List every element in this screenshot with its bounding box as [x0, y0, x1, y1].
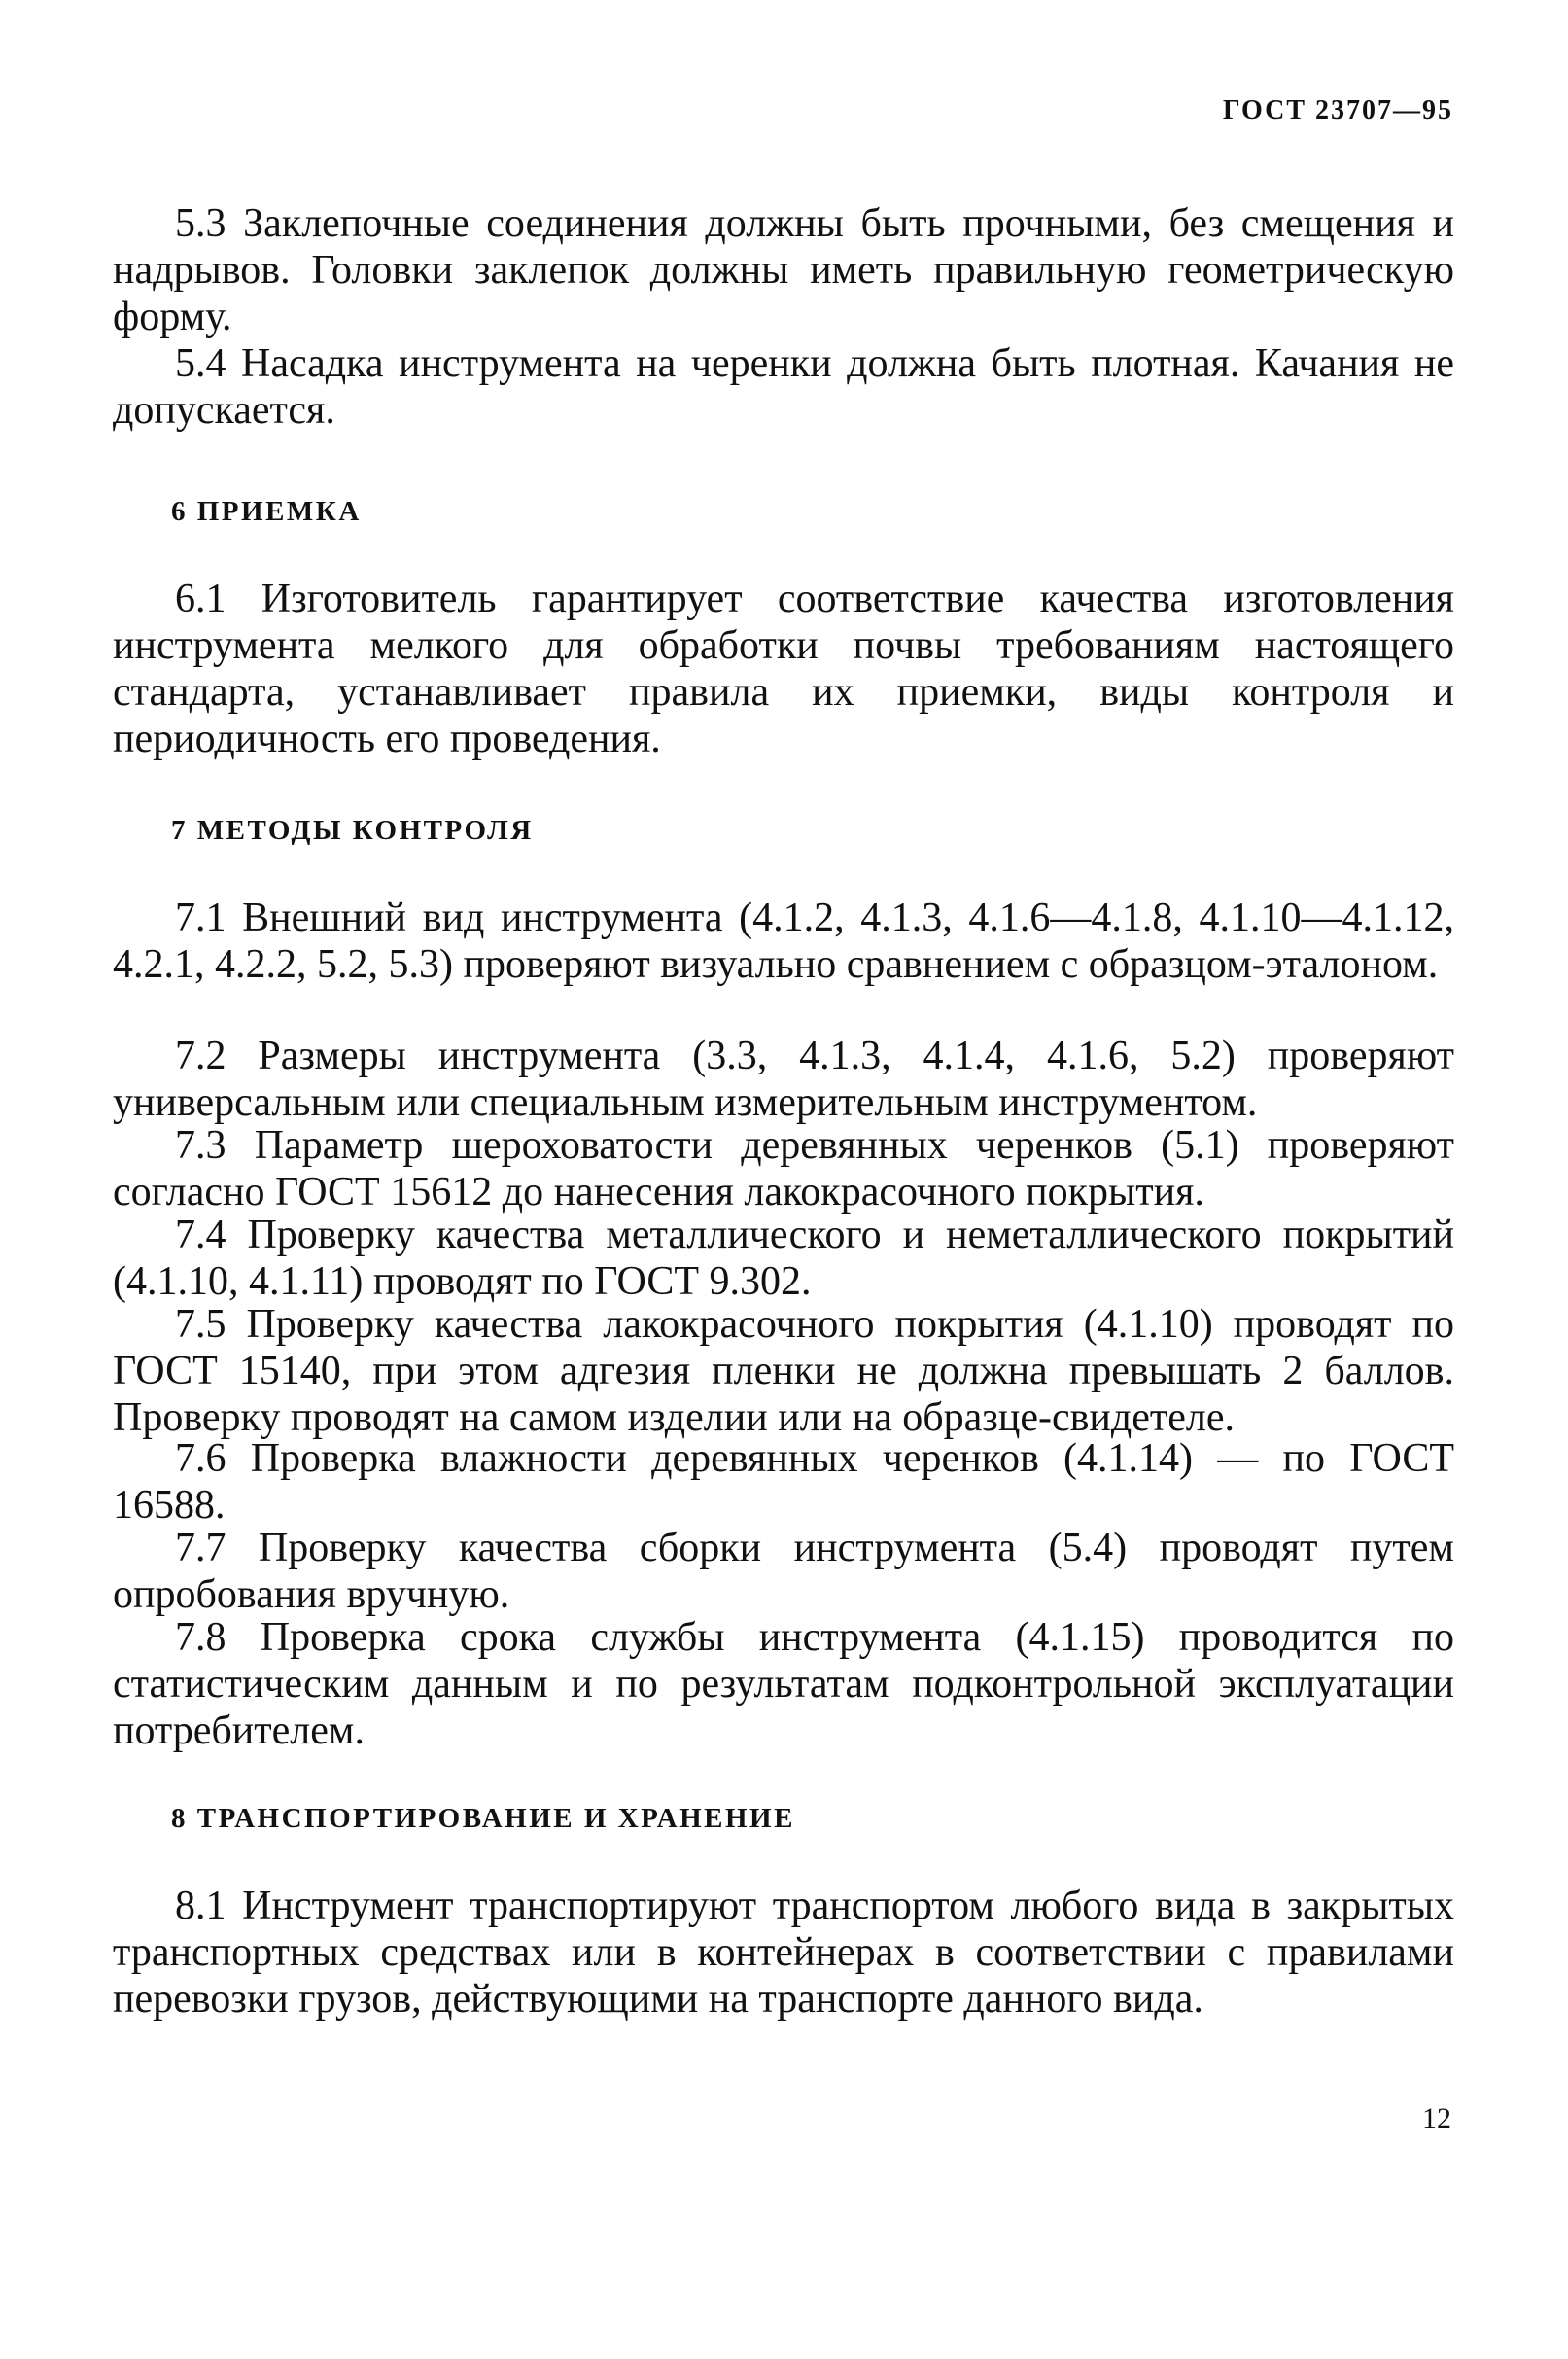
paragraph-6-1: 6.1 Изготовитель гарантирует соответствие качества изготовления инструмента мелкого для обработки почвы требованиям настоящего стандарта, устанавливает правила их приемки, виды контроля и периодичность его проведения. — [113, 577, 1454, 761]
paragraph-5-4: 5.4 Насадка инструмента на черенки должна быть плотная. Качания не допускается. — [113, 341, 1454, 433]
document-code-header: ГОСТ 23707—95 — [1222, 95, 1453, 125]
paragraph-5-3: 5.3 Заклепочные соединения должны быть прочными, без смещения и надрывов. Головки заклепок должны иметь правильную геометрическую форму. — [113, 201, 1454, 339]
paragraph-7-7: 7.7 Проверку качества сборки инструмента (5.4) проводят путем опробования вручную. — [113, 1526, 1454, 1617]
section-8-heading: 8 ТРАНСПОРТИРОВАНИЕ И ХРАНЕНИЕ — [171, 1803, 795, 1834]
paragraph-7-2: 7.2 Размеры инструмента (3.3, 4.1.3, 4.1.4, 4.1.6, 5.2) проверяют универсальным или специальным измерительным инструментом. — [113, 1034, 1454, 1125]
paragraph-7-3: 7.3 Параметр шероховатости деревянных черенков (5.1) проверяют согласно ГОСТ 15612 до нанесения лакокрасочного покрытия. — [113, 1123, 1454, 1215]
section-6-heading: 6 ПРИЕМКА — [171, 496, 362, 527]
page-number: 12 — [1422, 2102, 1451, 2134]
paragraph-8-1: 8.1 Инструмент транспортируют транспортом любого вида в закрытых транспортных средствах или в контейнерах в соответствии с правилами перевозки грузов, действующими на транспорте данного вида. — [113, 1884, 1454, 2022]
section-7-heading: 7 МЕТОДЫ КОНТРОЛЯ — [171, 815, 534, 846]
paragraph-7-4: 7.4 Проверку качества металлического и неметаллического покрытий (4.1.10, 4.1.11) проводят по ГОСТ 9.302. — [113, 1213, 1454, 1304]
paragraph-7-1: 7.1 Внешний вид инструмента (4.1.2, 4.1.3, 4.1.6—4.1.8, 4.1.10—4.1.12, 4.2.1, 4.2.2, 5.2, 5.3) проверяют визуально сравнением с образцом-эталоном. — [113, 896, 1454, 987]
paragraph-7-8: 7.8 Проверка срока службы инструмента (4.1.15) проводится по статистическим данным и по результатам подконтрольной эксплуатации потребителем. — [113, 1615, 1454, 1753]
paragraph-7-5: 7.5 Проверку качества лакокрасочного покрытия (4.1.10) проводят по ГОСТ 15140, при этом адгезия пленки не должна превышать 2 баллов. Проверку проводят на самом изделии или на образце-свидетеле. — [113, 1302, 1454, 1440]
paragraph-7-6: 7.6 Проверка влажности деревянных черенков (4.1.14) — по ГОСТ 16588. — [113, 1436, 1454, 1528]
